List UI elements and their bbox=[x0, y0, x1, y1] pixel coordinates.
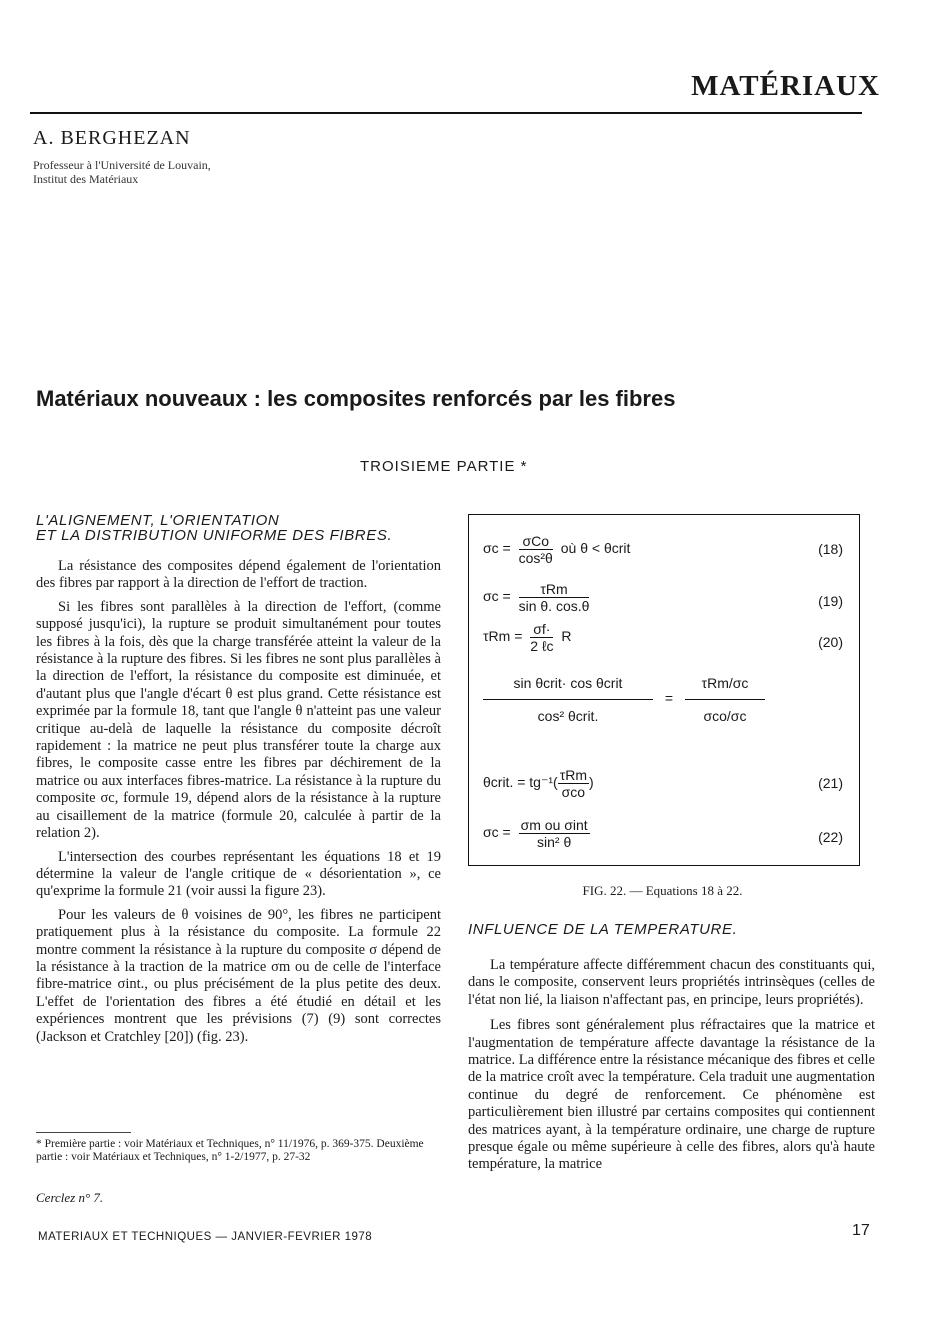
author-affiliation-1: Professeur à l'Université de Louvain, bbox=[33, 158, 211, 172]
paragraph: La résistance des composites dépend également de l'orientation des fibres par rapport à la direction de l'effort de traction. bbox=[36, 558, 441, 592]
paragraph: Les fibres sont généralement plus réfractaires que la matrice et l'augmentation de température affecte davantage la résistance de la matrice. La différence entre la résistance mécanique des fibres et celle de la matrice croît avec la température. Cela traduit une augmentation continue du degré de renforcement. Ce phénomène est particulièrement bien illustré par certains composites qui contiennent des matrices ayant, à la température ordinaire, une charge de rupture presque égale ou même supérieure à celle des fibres, alors qu'à haute température, la matrice bbox=[468, 1017, 875, 1173]
equation-number: (18) bbox=[818, 541, 843, 557]
paragraph: Si les fibres sont parallèles à la direction de l'effort, (comme supposé jusqu'ici), la rupture se produit simultanément pour toutes les fibres à la fois, dès que la charge transférée atteint la valeur de la résistance à la rupture des fibres. Si les fibres ne sont plus parallèles à la direction de l'effort, la résistance du composite est diminuée, et d'autant plus que l'angle d'écart θ est plus grand. Cette résistance est exprimée par la formule 18, tant que l'angle θ n'atteint pas une valeur critique au-delà de laquelle la résistance du composite décroît rapidement : la matrice ne peut plus transférer toute la charge aux fibres, le composite casse entre les fibres par déchirement de la matrice ou aux interfaces fibres-matrice. La résistance à la rupture du composite σc, formule 19, dépend alors de la résistance à la rupture au cisaillement de la matrice (formule 20, calculée à partir de la relation 2). bbox=[36, 598, 441, 842]
article-title: Matériaux nouveaux : les composites renforcés par les fibres bbox=[36, 386, 676, 411]
part-label: TROISIEME PARTIE * bbox=[360, 458, 528, 475]
paragraph: La température affecte différemment chacun des constituants qui, dans le composite, conservent leurs propriétés intrinsèques (celles de l'état non lié, la liaison n'affectant pas, en principe, leurs propriétés). bbox=[468, 957, 875, 1008]
equation-number: (20) bbox=[818, 634, 843, 650]
equation-18: σc = σCo cos²θ où θ < θcrit bbox=[483, 533, 631, 566]
figure-caption: FIG. 22. — Equations 18 à 22. bbox=[582, 883, 743, 898]
temperature-heading: INFLUENCE DE LA TEMPERATURE. bbox=[468, 921, 738, 938]
equation-21: θcrit. = tg⁻¹( τRm σco ) bbox=[483, 767, 594, 800]
author-name: A. BERGHEZAN bbox=[33, 127, 191, 149]
footnote: * Première partie : voir Matériaux et Techniques, n° 11/1976, p. 369-375. Deuxième partie : voir Matériaux et Techniques, n° 1-2/1977, p. 27-32 bbox=[36, 1138, 424, 1163]
equation-number: (22) bbox=[818, 829, 843, 845]
right-column bbox=[468, 957, 875, 1182]
equation-intermediate: sin θcrit· cos θcrit cos² θcrit. = τRm/σc σco/σc bbox=[483, 675, 765, 724]
journal-footer: MATERIAUX ET TECHNIQUES — JANVIER-FEVRIER 1978 bbox=[38, 1231, 373, 1243]
paragraph: Pour les valeurs de θ voisines de 90°, les fibres ne participent pratiquement plus à la résistance du composite. La formule 22 montre comment la résistance à la rupture du composite σ dépend de la résistance à la traction de la matrice σm ou de celle de l'interface fibre-matrice σint., ou plus précisément de la plus petite des deux. L'effet de l'orientation des fibres a été étudié en détail et les expériences montrent que les prévisions (7) (9) sont correctes (Jackson et Cratchley [20]) (fig. 23). bbox=[36, 906, 441, 1045]
equations-figure bbox=[468, 514, 860, 866]
section-heading-1: L'ALIGNEMENT, L'ORIENTATION bbox=[36, 512, 280, 529]
footnote-rule bbox=[36, 1132, 131, 1133]
equation-20: τRm = σf· 2 ℓc R bbox=[483, 621, 572, 654]
page-number: 17 bbox=[852, 1222, 870, 1239]
equation-19: σc = τRm sin θ. cos.θ bbox=[483, 581, 590, 614]
author-affiliation-2: Institut des Matériaux bbox=[33, 172, 139, 186]
left-column bbox=[36, 558, 441, 1052]
equation-number: (19) bbox=[818, 593, 843, 609]
paragraph: L'intersection des courbes représentant les équations 18 et 19 détermine la valeur de l'angle critique de « désorientation », ce qu'exprime la formule 21 (voir aussi la figure 23). bbox=[36, 848, 441, 900]
equation-22: σc = σm ou σint sin² θ bbox=[483, 817, 588, 850]
section-header: MATÉRIAUX bbox=[691, 70, 880, 102]
section-heading-2: ET LA DISTRIBUTION UNIFORME DES FIBRES. bbox=[36, 527, 393, 544]
reader-service-note: Cerclez n° 7. bbox=[36, 1190, 104, 1205]
header-rule bbox=[30, 112, 862, 114]
equation-number: (21) bbox=[818, 775, 843, 791]
